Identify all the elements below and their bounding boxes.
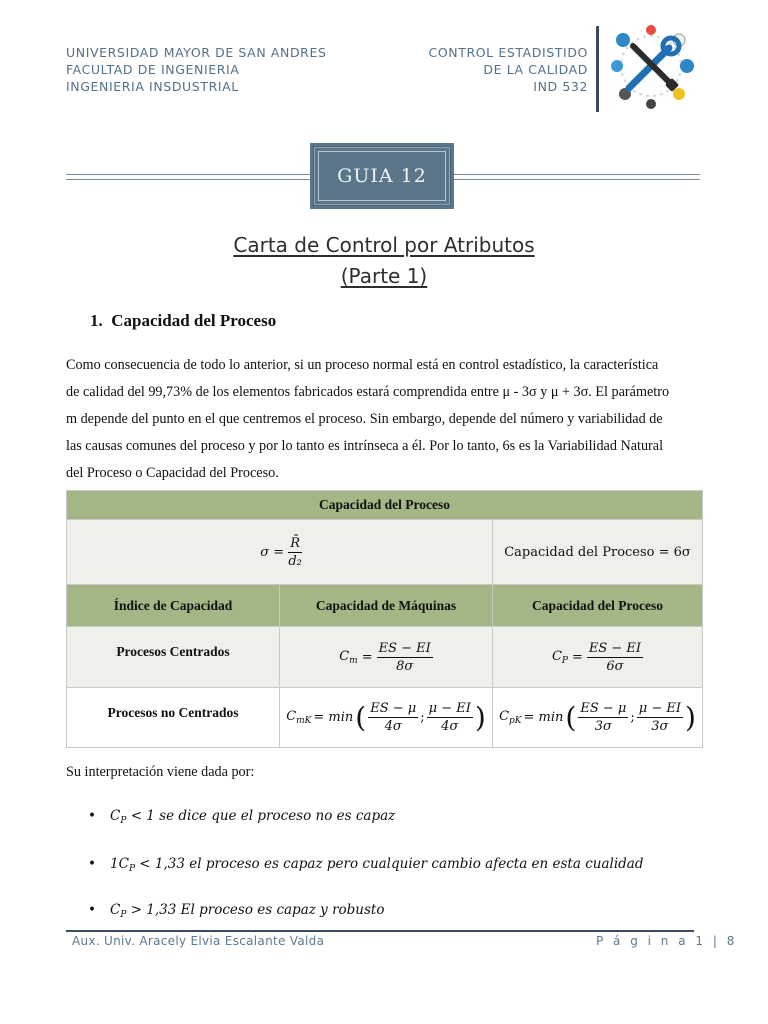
intro-paragraph [66,352,703,487]
footer-rule [66,930,694,932]
cm-formula: $C_m$ = $\frac{ES - EI}{8\sigma}$ [339,640,431,674]
guide-number: GUIA 12 [318,151,446,201]
paragraph-line: las causas comunes del proceso y por lo tanto es intrínseca a él. Por lo tanto, 6s es la Variabilidad Natural [66,438,664,454]
interpretation-intro: Su interpretación viene dada por: [66,764,255,780]
cmk-formula: $C_{mK}$ = min ( $\frac{ES - \mu}{4\sigma}$ ; $\frac{\mu - EI}{4\sigma}$ ) [286,700,486,734]
sigma-formula-cell [67,520,493,585]
cmk-formula-cell [280,688,493,748]
paragraph-line: Como consecuencia de todo lo anterior, si un proceso normal está en control estadístico, la característica [66,357,659,373]
header-left [66,44,327,95]
course-name-line2: DE LA CALIDAD [483,62,588,77]
capability-table [66,490,703,748]
cm-formula-cell [280,627,493,688]
row-label-centered: Procesos Centrados [67,627,280,688]
capacity-six-sigma: Capacidad del Proceso = 6σ [493,520,703,585]
section-number: 1. [90,311,103,330]
col-header-machines: Capacidad de Máquinas [280,585,493,627]
sigma-formula: σ = $\frac{R̄}{\text{d₂}}$ [260,535,302,569]
title-line2: (Parte 1) [340,264,428,288]
list-item: • $1C_P < 1,33$ el proceso es capaz pero cualquier cambio afecta en esta cualidad [88,856,644,874]
paragraph-line: del Proceso o Capacidad del Proceso. [66,465,279,481]
guide-banner [313,146,451,206]
course-name-line1: CONTROL ESTADISTIDO [428,45,588,60]
header-right [429,44,589,95]
program-name: INGENIERIA INSDUSTRIAL [66,79,239,94]
row-label-not-centered: Procesos no Centrados [67,688,280,748]
faculty-name: FACULTAD DE INGENIERIA [66,62,240,77]
cpk-formula: $C_{pK}$ = min ( $\frac{ES - \mu}{3\sigma}$ ; $\frac{\mu - EI}{3\sigma}$ ) [499,700,696,734]
page-number: P á g i n a 1 | 8 [596,934,738,948]
table-title: Capacidad del Proceso [67,491,703,520]
wrench-screwdriver-gears-logo-icon [603,18,699,114]
col-header-process: Capacidad del Proceso [493,585,703,627]
header-divider [596,26,599,112]
col-header-index: Índice de Capacidad [67,585,280,627]
paragraph-line: m depende del punto en el que centremos el proceso. Sin embargo, depende del número y variabilidad de [66,411,663,427]
university-name: UNIVERSIDAD MAYOR DE SAN ANDRES [66,45,327,60]
course-code: IND 532 [533,79,588,94]
paragraph-line: de calidad del 99,73% de los elementos fabricados estará comprendida entre μ - 3σ y μ + 3σ. El parámetro [66,384,670,400]
document-title [0,230,768,292]
cp-formula: $C_P$ = $\frac{ES - EI}{6\sigma}$ [551,640,642,674]
title-line1: Carta de Control por Atributos [233,233,535,257]
cpk-formula-cell [493,688,703,748]
cp-formula-cell [493,627,703,688]
section-heading [90,311,276,331]
section-title: Capacidad del Proceso [111,311,277,330]
list-item: • $C_P < 1$ se dice que el proceso no es capaz [88,808,396,826]
list-item: • $C_P > 1,33$ El proceso es capaz y robusto [88,902,385,920]
footer-author: Aux. Univ. Aracely Elvia Escalante Valda [72,934,325,948]
